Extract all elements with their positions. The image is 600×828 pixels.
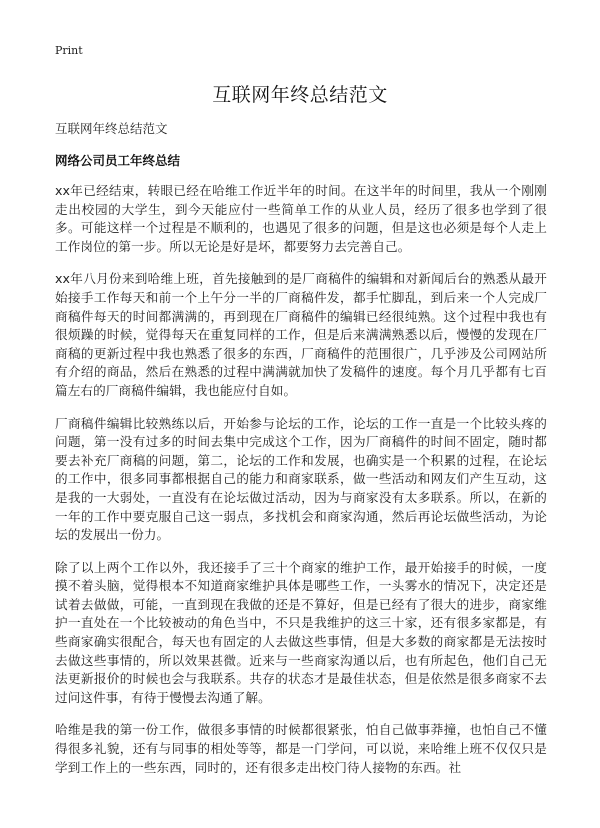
print-link[interactable]: Print xyxy=(55,44,83,57)
paragraph-3: 厂商稿件编辑比较熟练以后，开始参与论坛的工作，论坛的工作一直是一个比较头疼的问题，第一没有过多的时间去集中完成这个工作，因为厂商稿件的时间不固定，随时都要去补充厂商稿的问题，第二，论坛的工作和发展，也确实是一个积累的过程，在论坛的工作中，很多同事都根据自己的能力和商家联系，做一些活动和网友们产生互动，这是我的一大弱处，一直没有在论坛做过活动，因为与商家没有太多联系。所以，在新的一年的工作中要克服自己这一弱点，多找机会和商家沟通，然后再论坛做些活动，为论坛的发展出一份力。 xyxy=(55,415,547,543)
section-heading: 网络公司员工年终总结 xyxy=(55,153,181,168)
document-body xyxy=(55,182,547,791)
paragraph-1: xx年已经结束，转眼已经在哈维工作近半年的时间。在这半年的时间里，我从一个刚刚走出校园的大学生，到今天能应付一些简单工作的从业人员，经历了很多也学到了很多。可能这样一个过程是不顺利的，也遇见了很多的问题，但是这也必须是每个人走上工作岗位的第一步。所以无论是好是坏，都要努力去完善自己。 xyxy=(55,183,547,254)
document-subtitle: 互联网年终总结范文 xyxy=(55,121,168,136)
paragraph-2: xx年八月份来到哈维上班，首先接触到的是厂商稿件的编辑和对新闻后台的熟悉从最开始接手工作每天和前一个上午分一半的厂商稿件发，都手忙脚乱，到后来一个人完成厂商稿件每天的时间都满满的，再到现在厂商稿件的编辑已经很纯熟。这个过程中我也有很烦躁的时候，觉得每天在重复同样的工作，但是后来满满熟悉以后，慢慢的发现在厂商稿的更新过程中我也熟悉了很多的东西，厂商稿件的范围很广，几乎涉及公司网站所有介绍的商品，然后在熟悉的过程中满满就加快了发稿件的速度。每个月几乎都有七百篇左右的厂商稿件编辑，我也能应付自如。 xyxy=(55,271,547,398)
paragraph-4: 除了以上两个工作以外，我还接手了三十个商家的维护工作，最开始接手的时候，一度摸不着头脑，觉得根本不知道商家维护具体是哪些工作，一头雾水的情况下，决定还是试着去做做，可能，一直到现在我做的还是不算好，但是已经有了很大的进步，商家维护一直处在一个比较被动的角色当中，不只是我维护的这三十家，还有很多家都是，有些商家确实很配合，每天也有固定的人去做这些事情，但是大多数的商家都是无法按时去做这些事情的，所以效果甚微。近来与一些商家沟通以后，也有所起色，他们自己无法更新报价的时候也会与我联系。共存的状态才是最佳状态，但是依然是很多商家不去过问这件事，有待于慢慢去沟通了解。 xyxy=(55,559,547,705)
paragraph-5: 哈维是我的第一份工作，做很多事情的时候都很紧张，怕自己做事莽撞，也怕自己不懂得很多礼貌，还有与同事的相处等等，都是一门学问，可以说，来哈维上班不仅仅只是学到工作上的一些东西，同时的，还有很多走出校门待人接物的东西。社 xyxy=(55,722,547,775)
document-title: 互联网年终总结范文 xyxy=(212,84,388,106)
